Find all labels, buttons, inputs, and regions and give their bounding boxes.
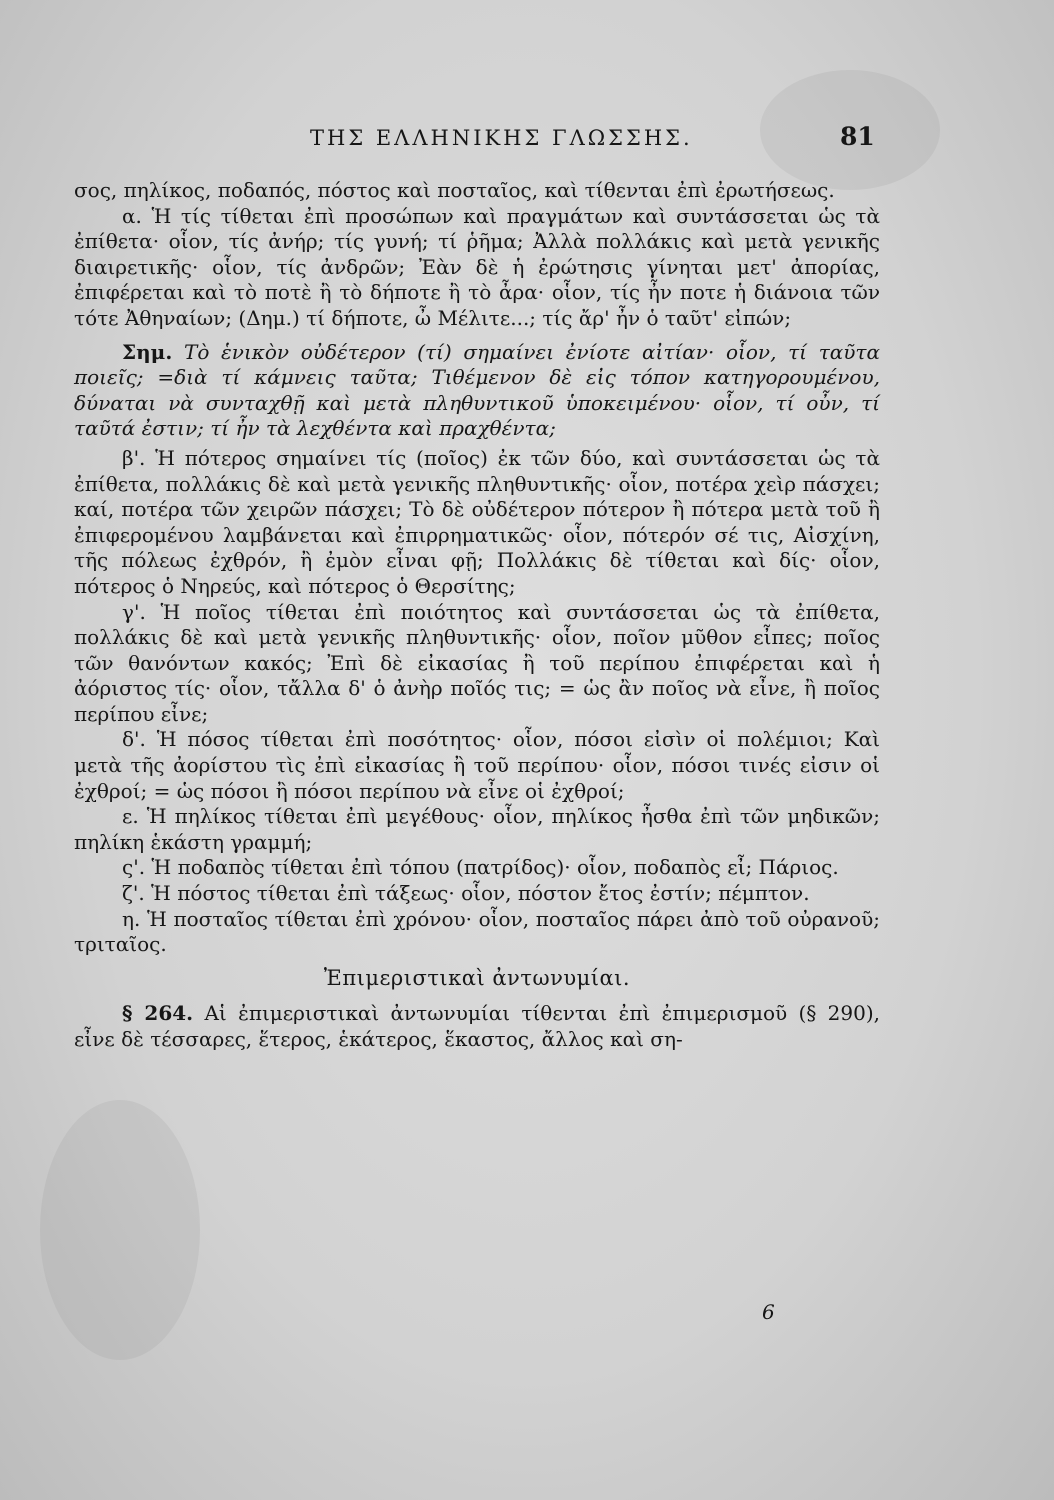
paragraph: γ'. Ἡ ποῖος τίθεται ἐπὶ ποιότητος καὶ συντάσσεται ὡς τὰ ἐπίθετα, πολλάκις δὲ καὶ μετὰ γενικῆς πληθυντικῆς· οἷον, ποῖον μῦθον εἶπες; ποῖος τῶν θανόντων κακός; Ἐπὶ δὲ εἰκασίας ἢ τοῦ περίπου ἐπιφέρεται καὶ ἡ ἀόριστος τίς· οἷον, τἄλλα δ' ὁ ἀνὴρ ποῖός τις; = ὡς ἂν ποῖος νὰ εἶνε, ἢ ποῖος περίπου εἶνε; [74,599,880,726]
note-lead: Σημ. [122,339,173,364]
paragraph: β'. Ἡ πότερος σημαίνει τίς (ποῖος) ἐκ τῶν δύο, καὶ συντάσσεται ὡς τὰ ἐπίθετα, πολλάκις δὲ καὶ μετὰ γενικῆς πληθυντικῆς· οἷον, ποτέρα χεὶρ πάσχει; καί, ποτέρα τῶν χειρῶν πάσχει; Τὸ δὲ οὐδέτερον πότερον ἢ πότερα μετὰ τοῦ ἢ ἐπιφερομένου λαμβάνεται καὶ ἐπιρρηματικῶς· οἷον, πότερόν σέ τις, Αἰσχίνη, τῆς πόλεως ἐχθρόν, ἢ ἐμὸν εἶναι φῇ; Πολλάκις δὲ τίθεται καὶ δίς· οἷον, πότερος ὁ Νηρεύς, καὶ πότερος ὁ Θερσίτης; [74,445,880,598]
paragraph: α. Ἡ τίς τίθεται ἐπὶ προσώπων καὶ πραγμάτων καὶ συντάσσεται ὡς τὰ ἐπίθετα· οἷον, τίς ἀνήρ; τίς γυνή; τί ῥῆμα; Ἀλλὰ πολλάκις καὶ μετὰ γενικῆς διαιρετικῆς· οἷον, τίς ἀνδρῶν; Ἐὰν δὲ ἡ ἐρώτησις γίνηται μετ' ἀπορίας, ἐπιφέρεται καὶ τὸ ποτὲ ἢ τὸ δήποτε ἢ τὸ ἆρα· οἷον, τίς ἦν ποτε ἡ διάνοια τῶν τότε Ἀθηναίων; (Δημ.) τί δήποτε, ὦ Μέλιτε...; τίς ἄρ' ἦν ὁ ταῦτ' εἰπών; [74,203,880,330]
note-text: Τὸ ἑνικὸν οὐδέτερον (τί) σημαίνει ἐνίοτε αἰτίαν· οἷον, τί ταῦτα ποιεῖς; =διὰ τί κάμνεις ταῦτα; Τιθέμενον δὲ εἰς τόπον κατηγορουμένου, δύναται νὰ συνταχθῇ καὶ μετὰ πληθυντικοῦ ὑποκειμένου· οἷον, τί οὖν, τί ταῦτά ἐστιν; τί ἦν τὰ λεχθέντα καὶ πραχθέντα; [74,339,880,441]
paragraph: δ'. Ἡ πόσος τίθεται ἐπὶ ποσότητος· οἷον, πόσοι εἰσὶν οἱ πολέμιοι; Καὶ μετὰ τῆς ἀορίστου τὶς ἐπὶ εἰκασίας ἢ τοῦ περίπου· οἷον, πόσοι τινές εἰσιν οἱ ἐχθροί; = ὡς πόσοι ἢ πόσοι περίπου νὰ εἶνε οἱ ἐχθροί; [74,727,880,803]
paragraph: σος, πηλίκος, ποδαπός, πόστος καὶ ποσταῖος, καὶ τίθενται ἐπὶ ἐρωτήσεως. [74,178,835,202]
section-paragraph [74,1001,880,1052]
section-text: Αἱ ἐπιμεριστικαὶ ἀντωνυμίαι τίθενται ἐπὶ ἐπιμερισμοῦ (§ 290), εἶνε δὲ τέσσαρες, ἕτερος, ἑκάτερος, ἕκαστος, ἄλλος καὶ ση- [74,1001,880,1051]
paper-stain [40,1100,200,1360]
page-number: 81 [840,122,875,151]
paragraph: ε. Ἡ πηλίκος τίθεται ἐπὶ μεγέθους· οἷον, πηλίκος ἦσθα ἐπὶ τῶν μηδικῶν; πηλίκη ἑκάστη γραμμή; [74,804,880,854]
note [74,340,880,442]
running-title: ΤΗΣ ΕΛΛΗΝΙΚΗΣ ΓΛΩΣΣΗΣ. [310,126,693,150]
page-header [0,122,1054,160]
paragraph: ς'. Ἡ ποδαπὸς τίθεται ἐπὶ τόπου (πατρίδος)· οἷον, ποδαπὸς εἶ; Πάριος. [122,855,839,880]
body-text [74,178,880,1053]
signature-mark: 6 [762,1300,775,1324]
section-heading: Ἐπιμεριστικαὶ ἀντωνυμίαι. [323,965,631,990]
paragraph: ζ'. Ἡ πόστος τίθεται ἐπὶ τάξεως· οἷον, πόστον ἔτος ἐστίν; πέμπτον. [122,881,810,906]
section-number: § 264. [122,1001,194,1026]
paragraph: η. Ἡ ποσταῖος τίθεται ἐπὶ χρόνου· οἷον, ποσταῖος πάρει ἀπὸ τοῦ οὐρανοῦ; τριταῖος. [74,906,880,957]
